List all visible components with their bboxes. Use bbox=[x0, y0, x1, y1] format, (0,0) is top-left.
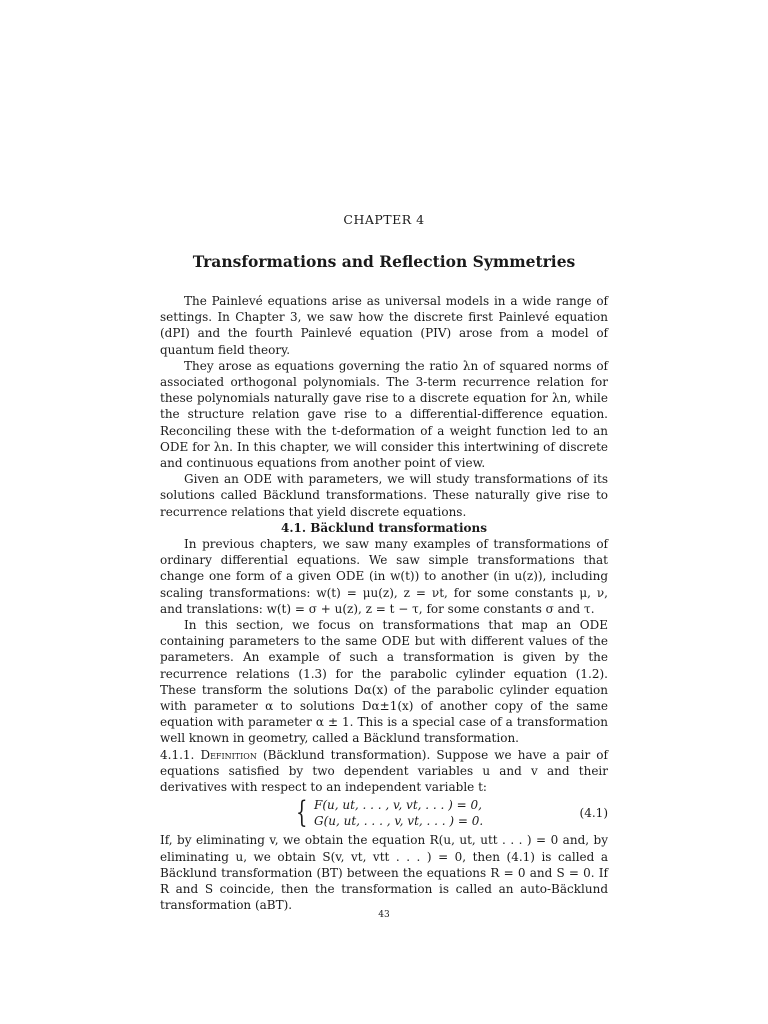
definition-conclusion: If, by eliminating v, we obtain the equation R(u, ut, utt . . . ) = 0 and, by eliminating u, we obtain S(v, vt, vtt . . . ) = 0, then (4.1) is called a Bäcklund transformation (BT) between the equations R = 0 and S = 0. If R and S coincide, then the transformation is called an auto-Bäcklund transformation (aBT). bbox=[160, 833, 608, 913]
intro-paragraph-1: The Painlevé equations arise as universal models in a wide range of settings. In Chapter 3, we saw how the discrete first Painlevé equation (dPI) and the fourth Painlevé equation (PIV) arose from a model of quantum field theory. bbox=[160, 294, 608, 357]
intro-paragraph-3: Given an ODE with parameters, we will study transformations of its solutions called Bäcklund transformations. These naturally give rise to recurrence relations that yield discrete equations. bbox=[160, 472, 608, 519]
left-brace: { bbox=[296, 795, 308, 831]
section-paragraph-2: In this section, we focus on transformations that map an ODE containing parameters to the same ODE but with different values of the parameters. An example of such a transformation is given by the recurrence relations (1.3) for the parabolic cylinder equation (1.2). These transform the solutions Dα(x) of the parabolic cylinder equation with parameter α to solutions Dα±1(x) of another copy of the same equation with parameter α ± 1. This is a special case of a transformation well known in geometry, called a Bäcklund transformation. bbox=[160, 618, 608, 746]
chapter-label: CHAPTER 4 bbox=[343, 212, 425, 227]
definition-number: 4.1.1. bbox=[160, 747, 195, 762]
equation-line-2: G(u, ut, . . . , v, vt, . . . ) = 0. bbox=[314, 814, 484, 829]
equation-4-1 bbox=[160, 796, 608, 832]
document-page bbox=[160, 0, 608, 1024]
body-text bbox=[160, 293, 608, 913]
chapter-title: Transformations and Reflection Symmetries bbox=[192, 252, 576, 271]
definition-paragraph bbox=[160, 747, 608, 796]
definition-label: Definition bbox=[200, 747, 257, 762]
definition-text: (Bäcklund transformation). Suppose we have a pair of equations satisfied by two dependent variables u and v and their derivatives with respect to an independent variable t: bbox=[160, 747, 608, 795]
equation-lines bbox=[314, 797, 483, 829]
intro-paragraph-2: They arose as equations governing the ratio λn of squared norms of associated orthogonal polynomials. The 3-term recurrence relation for these polynomials naturally gave rise to a discrete equation for λn, while the structure relation gave rise to a differential-difference equation. Reconciling these with the t-deformation of a weight function led to an ODE for λn. In this chapter, we will consider this intertwining of discrete and continuous equations from another point of view. bbox=[160, 358, 608, 471]
page-number: 43 bbox=[378, 910, 390, 920]
section-paragraph-1: In previous chapters, we saw many examples of transformations of ordinary differential equations. We saw simple transformations that change one form of a given ODE (in w(t)) to another (in u(z)), including scaling transformations: w(t) = μu(z), z = νt, for some constants μ, ν, and translations: w(t) = σ + u(z), z = t − τ, for some constants σ and τ. bbox=[160, 537, 608, 616]
equation-line-1: F(u, ut, . . . , v, vt, . . . ) = 0, bbox=[314, 798, 482, 813]
section-heading: 4.1. Bäcklund transformations bbox=[280, 520, 487, 535]
equation-number: (4.1) bbox=[579, 806, 608, 821]
